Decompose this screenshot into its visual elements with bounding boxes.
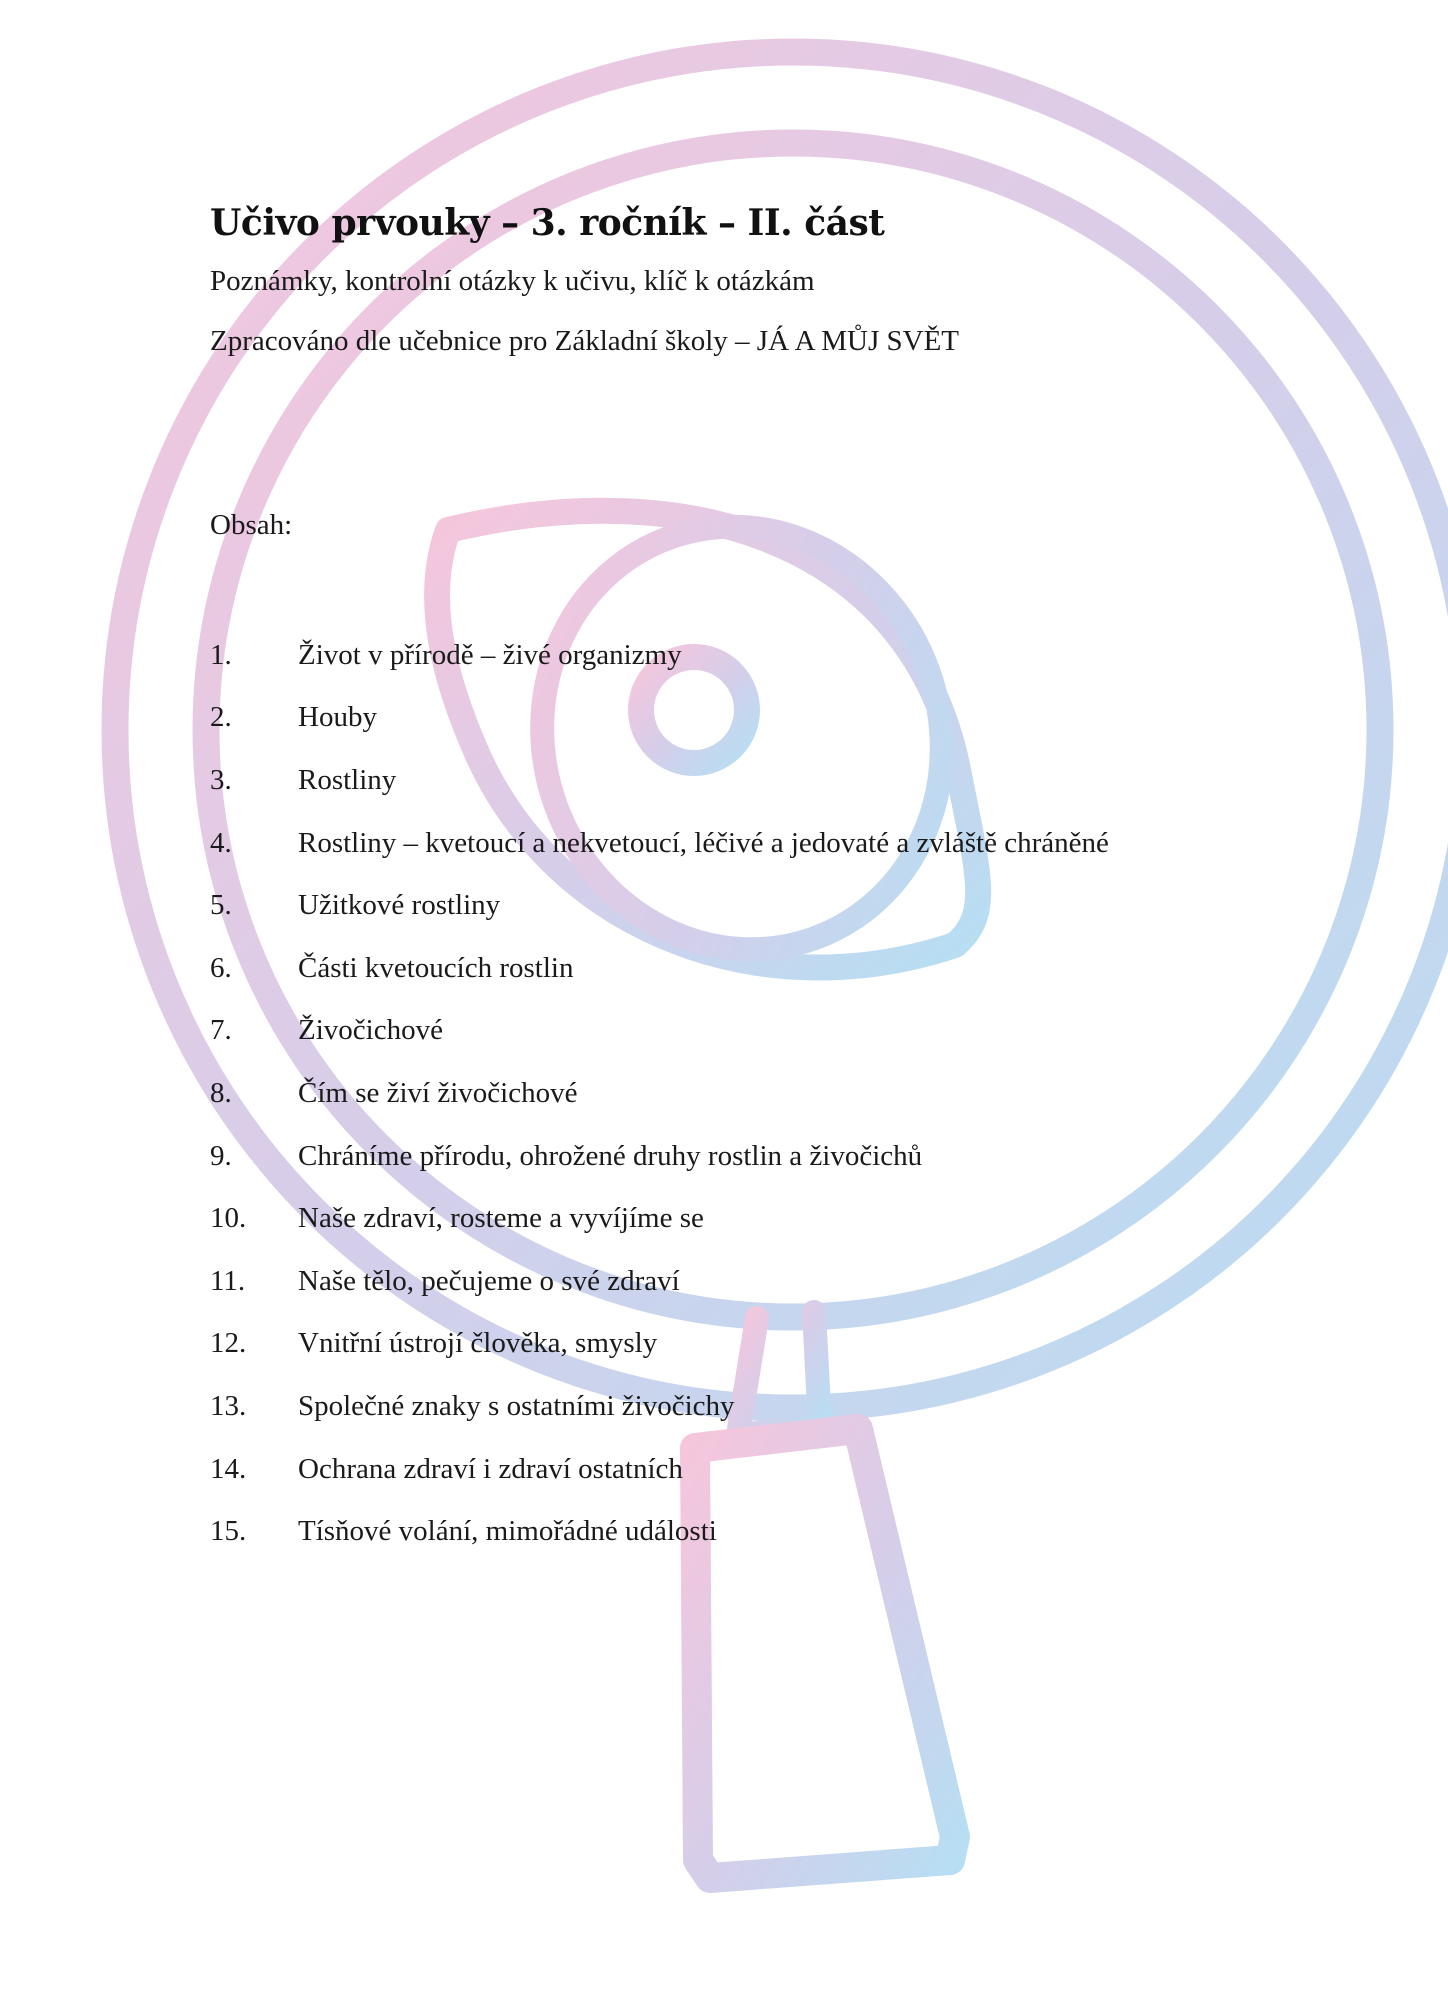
- toc-number: 5.: [210, 889, 232, 922]
- list-item: [210, 1187, 1360, 1250]
- toc-number: 14.: [210, 1452, 247, 1485]
- subtitle-notes: Poznámky, kontrolní otázky k učivu, klíč k otázkám: [210, 265, 815, 297]
- toc-label: Užitkové rostliny: [298, 889, 501, 922]
- toc-label: Společné znaky s ostatními živočichy: [298, 1389, 735, 1422]
- toc-label: Vnitřní ústrojí člověka, smysly: [298, 1327, 658, 1360]
- toc-number: 9.: [210, 1139, 232, 1172]
- document-page: [210, 196, 1360, 1548]
- list-item: [210, 1313, 1360, 1376]
- list-item: [210, 749, 1360, 812]
- page-title: Učivo prvouky – 3. ročník – II. část: [210, 202, 885, 244]
- toc-number: 10.: [210, 1202, 247, 1235]
- toc-number: 2.: [210, 701, 232, 734]
- toc-number: 11.: [210, 1264, 246, 1297]
- toc-label: Houby: [298, 701, 377, 734]
- toc-label: Život v přírodě – živé organizmy: [298, 638, 682, 671]
- table-of-contents: [210, 624, 1360, 1563]
- toc-label: Ochrana zdraví i zdraví ostatních: [298, 1452, 683, 1485]
- toc-label: Naše tělo, pečujeme o své zdraví: [298, 1264, 680, 1297]
- list-item: [210, 874, 1360, 937]
- list-item: [210, 1375, 1360, 1438]
- toc-number: 13.: [210, 1389, 247, 1422]
- toc-number: 3.: [210, 763, 232, 796]
- toc-number: 1.: [210, 638, 232, 671]
- toc-label: Čím se živí živočichové: [298, 1076, 578, 1109]
- list-item: [210, 1062, 1360, 1125]
- toc-label: Rostliny – kvetoucí a nekvetoucí, léčivé a jedovaté a zvláště chráněné: [298, 826, 1109, 859]
- list-item: [210, 687, 1360, 750]
- list-item: [210, 937, 1360, 1000]
- toc-label: Tísňové volání, mimořádné události: [298, 1515, 717, 1548]
- toc-number: 6.: [210, 951, 232, 984]
- toc-number: 15.: [210, 1515, 247, 1548]
- list-item: [210, 1438, 1360, 1501]
- list-item: [210, 1500, 1360, 1563]
- list-item: [210, 624, 1360, 687]
- toc-number: 7.: [210, 1014, 232, 1047]
- toc-label: Rostliny: [298, 763, 397, 796]
- toc-label: Chráníme přírodu, ohrožené druhy rostlin a živočichů: [298, 1139, 923, 1172]
- list-item: [210, 812, 1360, 875]
- toc-label: Naše zdraví, rosteme a vyvíjíme se: [298, 1202, 704, 1235]
- toc-label: Části kvetoucích rostlin: [298, 951, 574, 984]
- toc-number: 8.: [210, 1076, 232, 1109]
- list-item: [210, 1125, 1360, 1188]
- toc-heading: Obsah:: [210, 509, 293, 541]
- subtitle-source: Zpracováno dle učebnice pro Základní školy – JÁ A MŮJ SVĚT: [210, 325, 960, 357]
- toc-number: 4.: [210, 826, 232, 859]
- list-item: [210, 1000, 1360, 1063]
- toc-label: Živočichové: [298, 1014, 443, 1047]
- toc-number: 12.: [210, 1327, 247, 1360]
- list-item: [210, 1250, 1360, 1313]
